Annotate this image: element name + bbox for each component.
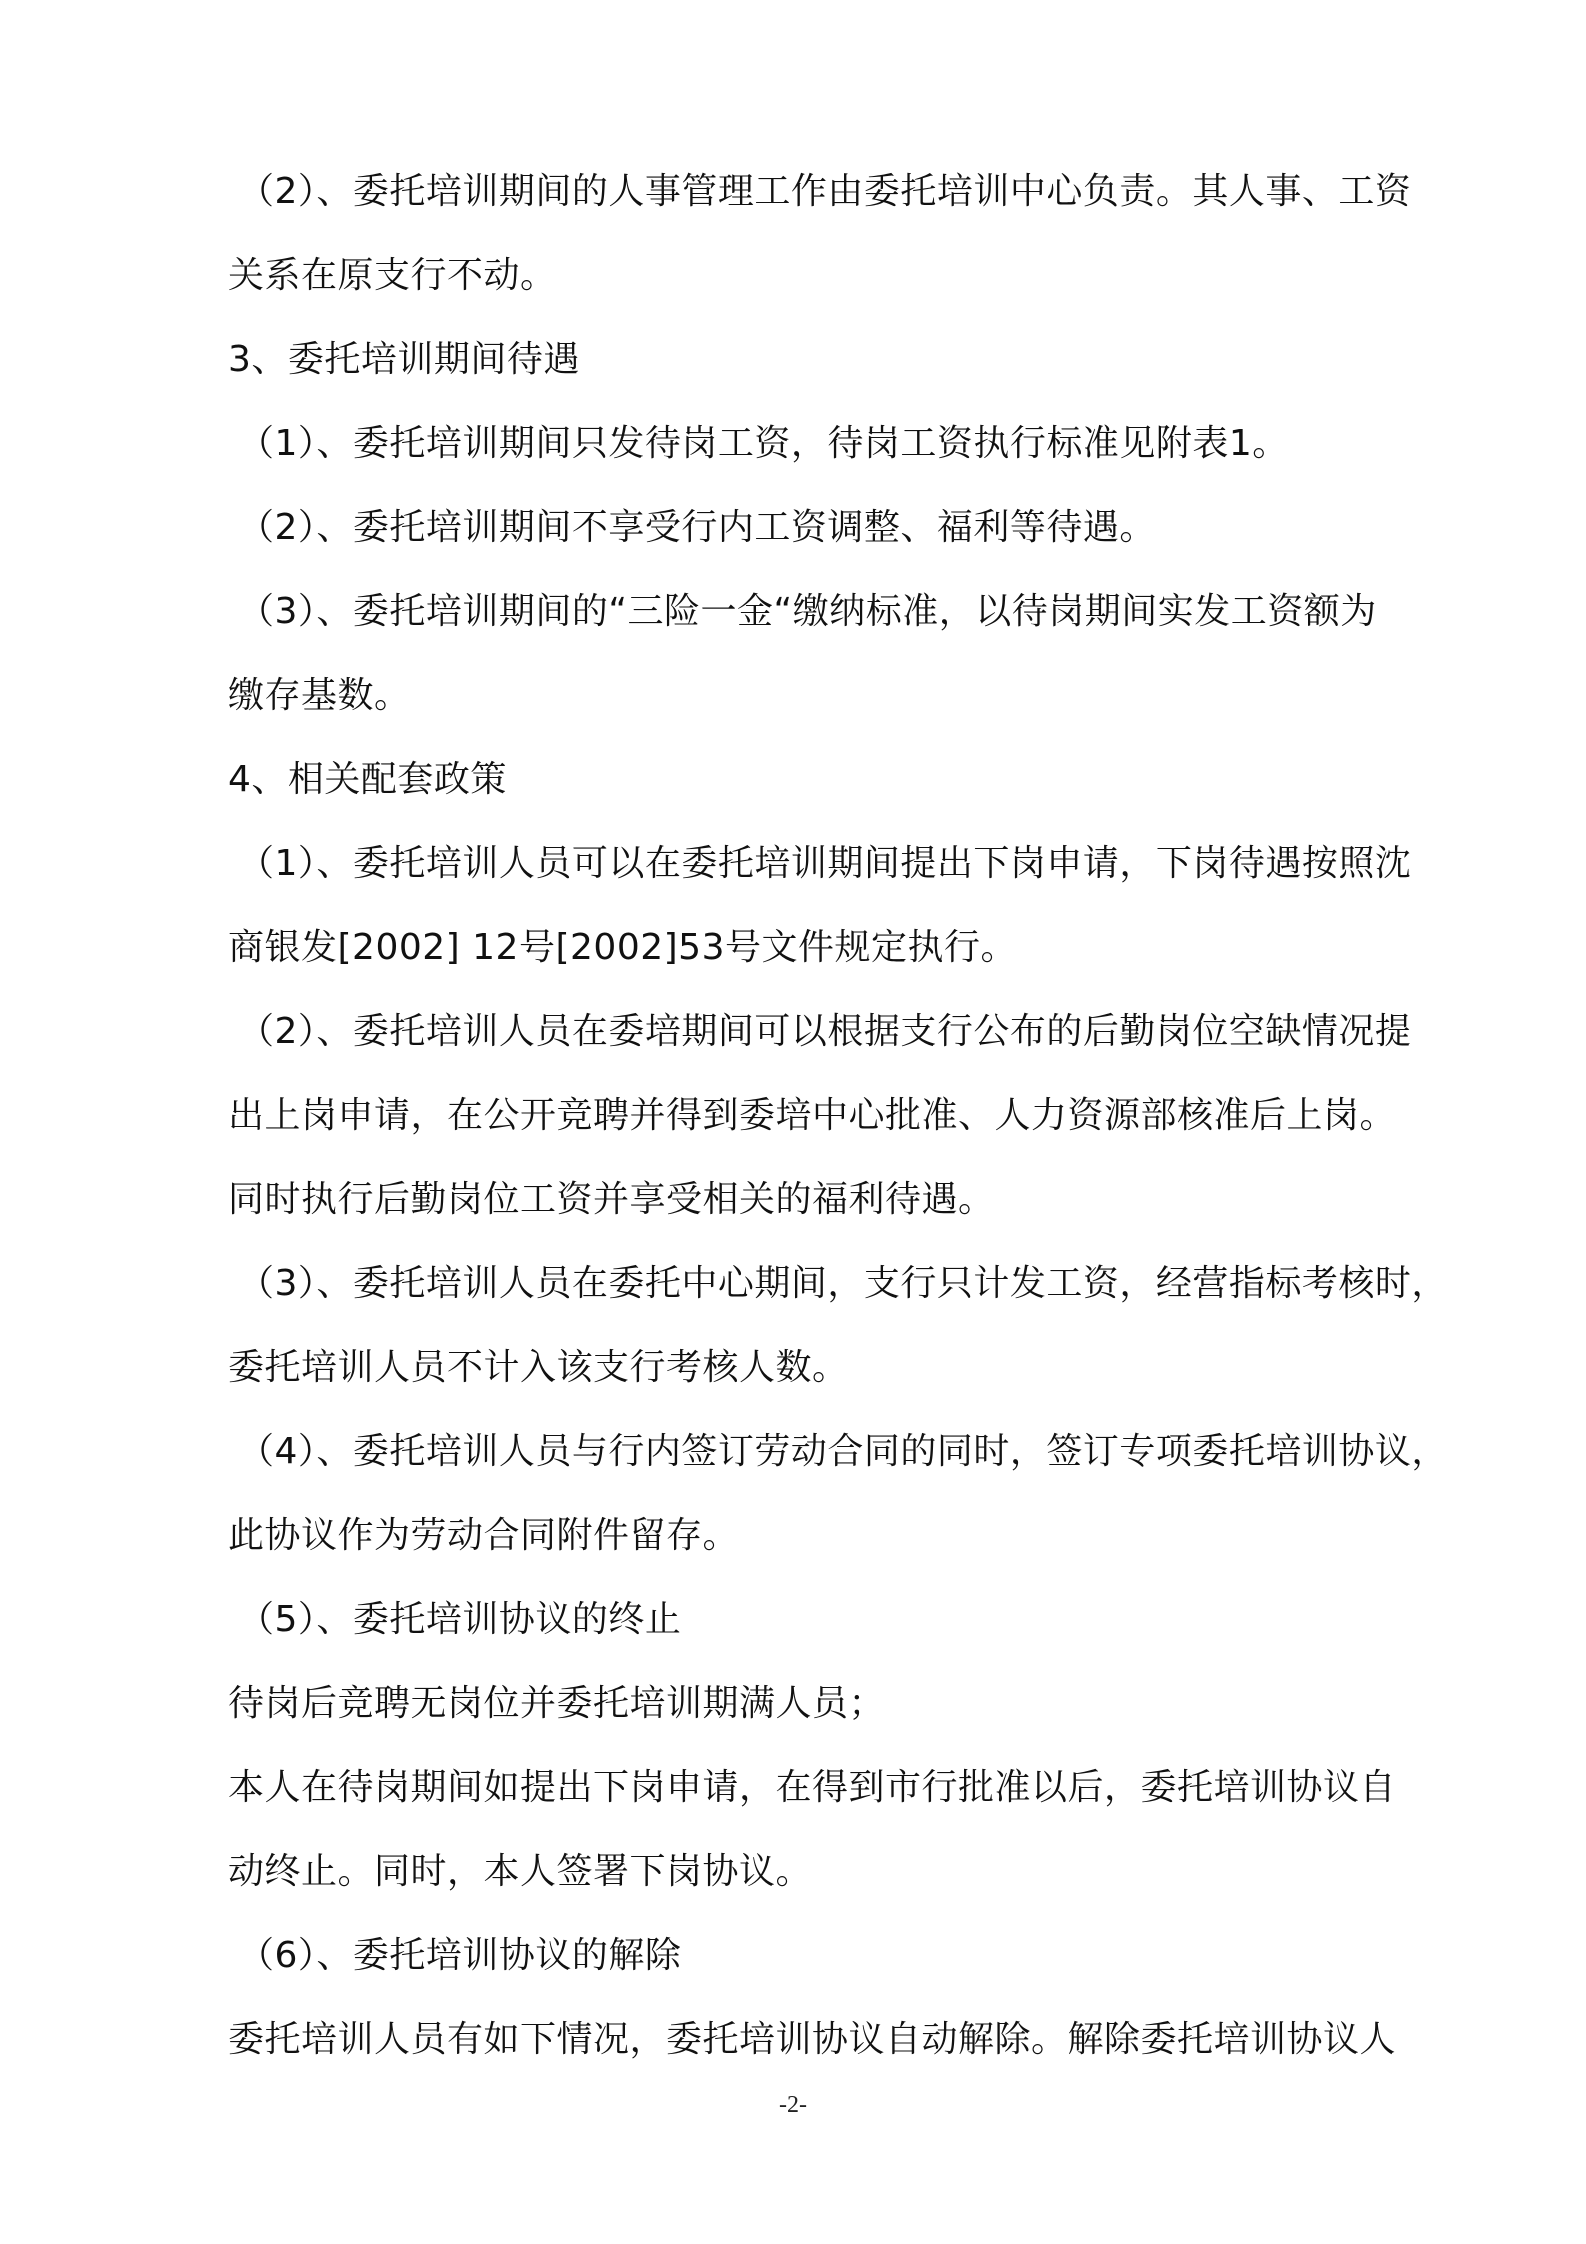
paragraph-line: （2）、委托培训人员在委培期间可以根据支行公布的后勤岗位空缺情况提 [238, 1011, 1412, 1052]
paragraph-line: （2）、委托培训期间的人事管理工作由委托培训中心负责。其人事、工资 [238, 171, 1412, 212]
paragraph-line: 缴存基数。 [228, 675, 411, 716]
paragraph-line: 商银发[2002] 12号[2002]53号文件规定执行。 [228, 927, 1017, 968]
paragraph-line: （2）、委托培训期间不享受行内工资调整、福利等待遇。 [238, 507, 1156, 548]
paragraph-line: 此协议作为劳动合同附件留存。 [228, 1515, 740, 1556]
paragraph-line: 动终止。同时，本人签署下岗协议。 [228, 1851, 813, 1892]
subsection-heading: （5）、委托培训协议的终止 [238, 1599, 682, 1640]
paragraph-line: （4）、委托培训人员与行内签订劳动合同的同时，签订专项委托培训协议， [238, 1431, 1448, 1472]
section-heading: 4、相关配套政策 [228, 759, 507, 800]
paragraph-line: 本人在待岗期间如提出下岗申请，在得到市行批准以后，委托培训协议自 [228, 1767, 1397, 1808]
paragraph-line: （3）、委托培训期间的“三险一金“缴纳标准，以待岗期间实发工资额为 [238, 591, 1377, 632]
document-body [228, 150, 1448, 2082]
paragraph-line: 委托培训人员不计入该支行考核人数。 [228, 1347, 849, 1388]
paragraph-line: 关系在原支行不动。 [228, 255, 557, 296]
paragraph-line: （3）、委托培训人员在委托中心期间，支行只计发工资，经营指标考核时， [238, 1263, 1448, 1304]
paragraph-line: （1）、委托培训期间只发待岗工资，待岗工资执行标准见附表1。 [238, 423, 1289, 464]
paragraph-line: 出上岗申请，在公开竞聘并得到委培中心批准、人力资源部核准后上岗。 [228, 1095, 1397, 1136]
section-heading: 3、委托培训期间待遇 [228, 339, 580, 380]
paragraph-line: （1）、委托培训人员可以在委托培训期间提出下岗申请，下岗待遇按照沈 [238, 843, 1412, 884]
paragraph-line: 委托培训人员有如下情况，委托培训协议自动解除。解除委托培训协议人 [228, 2019, 1397, 2060]
page-number: -2- [779, 2092, 807, 2118]
paragraph-line: 同时执行后勤岗位工资并享受相关的福利待遇。 [228, 1179, 995, 1220]
paragraph-line: 待岗后竞聘无岗位并委托培训期满人员； [228, 1683, 886, 1724]
subsection-heading: （6）、委托培训协议的解除 [238, 1935, 682, 1976]
